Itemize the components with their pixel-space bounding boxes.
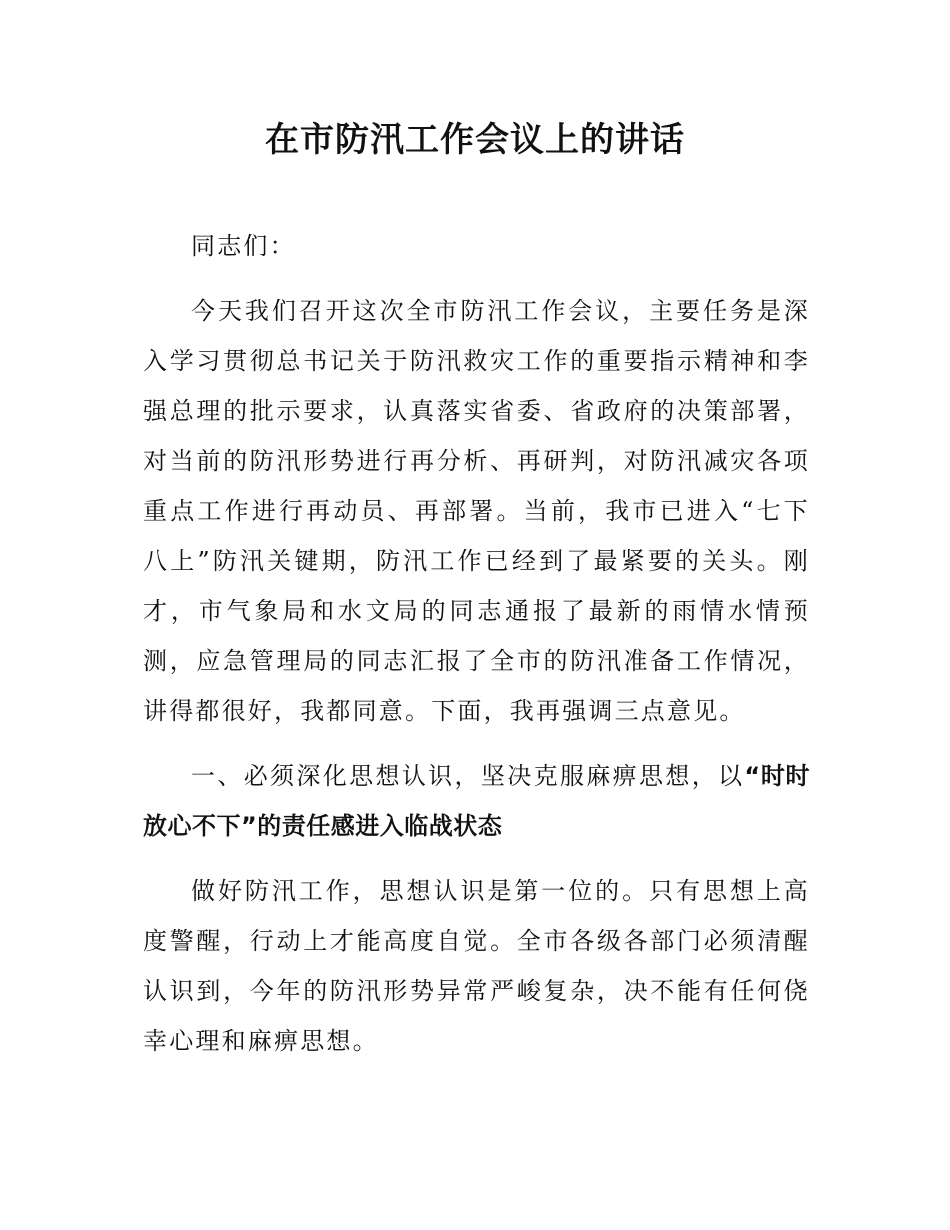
section-1-heading-plain: 一、必须深化思想认识，坚决克服麻痹思想，以: [191, 762, 745, 790]
section-1-heading: [143, 751, 810, 851]
greeting: 同志们：: [191, 232, 296, 260]
document-body: [143, 221, 810, 1081]
document-title: 在市防汛工作会议上的讲话: [265, 120, 685, 160]
paragraph-intro: 今天我们召开这次全市防汛工作会议，主要任务是深入学习贯彻总书记关于防汛救灾工作的重要指示精神和李强总理的批示要求，认真落实省委、省政府的决策部署，对当前的防汛形势进行再分析、再研判，对防汛减灾各项重点工作进行再动员、再部署。当前，我市已进入“七下八上”防汛关键期，防汛工作已经到了最紧要的关头。刚才，市气象局和水文局的同志通报了最新的雨情水情预测，应急管理局的同志汇报了全市的防汛准备工作情况，讲得都很好，我都同意。下面，我再强调三点意见。: [143, 297, 810, 725]
section-1-heading-bold: “时时放心不下”的责任感进入临战状态: [143, 762, 811, 840]
paragraph-section-1: 做好防汛工作，思想认识是第一位的。只有思想上高度警醒，行动上才能高度自觉。全市各级各部门必须清醒认识到，今年的防汛形势异常严峻复杂，决不能有任何侥幸心理和麻痹思想。: [143, 877, 810, 1055]
